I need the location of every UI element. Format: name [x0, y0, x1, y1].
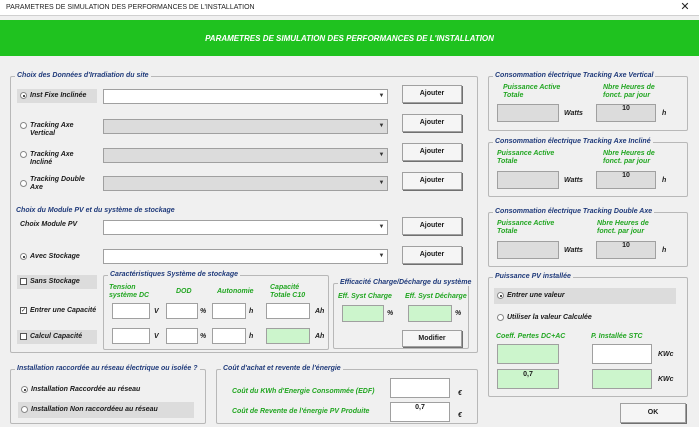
power-input-double[interactable]: [497, 241, 559, 259]
hours-input-incline[interactable]: 10: [596, 171, 656, 189]
buy-cost-input[interactable]: [390, 378, 450, 398]
consumption-double-legend: Consommation électrique Tracking Double Axe: [495, 208, 653, 215]
pv-power-legend: Puissance PV installée: [495, 273, 571, 280]
charge-label: Eff. Syst Charge: [338, 293, 392, 300]
window-titlebar: [0, 0, 699, 16]
chevron-down-icon[interactable]: ▼: [378, 253, 385, 259]
inst-fixe-combo[interactable]: [103, 89, 388, 104]
capacite-input-1[interactable]: [266, 303, 310, 319]
consumption-vertical-legend: Consommation électrique Tracking Axe Vertical: [495, 72, 654, 79]
radio-grid-isolated[interactable]: [21, 406, 28, 413]
double-axe-combo[interactable]: [103, 176, 388, 191]
dod-input-2[interactable]: [166, 328, 198, 344]
checkbox-calc-capacity[interactable]: [20, 333, 27, 340]
radio-use-calc[interactable]: [497, 314, 504, 321]
power-label-double: Puissance Active Totale: [497, 220, 555, 235]
power-input-incline[interactable]: [497, 171, 559, 189]
add-axe-incline-button[interactable]: Ajouter: [402, 143, 462, 161]
coef-label: Coeff. Pertes DC+AC: [496, 333, 566, 340]
installed-input-1[interactable]: [592, 344, 652, 364]
chevron-down-icon[interactable]: ▼: [378, 180, 385, 186]
hours-label-vertical: Nbre Heures de fonct. par jour: [603, 84, 655, 99]
add-module-button[interactable]: Ajouter: [402, 217, 462, 235]
radio-with-storage[interactable]: [20, 253, 27, 260]
axe-vertical-combo[interactable]: [103, 119, 388, 134]
chevron-down-icon[interactable]: ▼: [378, 123, 385, 129]
module-choice-label: Choix Module PV: [20, 221, 78, 228]
add-storage-button[interactable]: Ajouter: [402, 246, 462, 264]
chevron-down-icon[interactable]: ▼: [378, 93, 385, 99]
option-calc-capacity[interactable]: Calcul Capacité: [17, 330, 97, 344]
modify-button[interactable]: Modifier: [402, 330, 462, 347]
checkbox-without-storage[interactable]: [20, 278, 27, 285]
radio-axe-incline[interactable]: [20, 151, 27, 158]
module-legend: Choix du Module PV et du système de stockage: [16, 207, 175, 214]
radio-inst-fixe[interactable]: [20, 92, 27, 99]
power-label-incline: Puissance Active Totale: [497, 150, 555, 165]
option-axe-incline[interactable]: Tracking Axe Incliné: [17, 148, 97, 162]
autonomie-label: Autonomie: [217, 288, 254, 295]
hours-input-vertical[interactable]: 10: [596, 104, 656, 122]
checkbox-enter-capacity[interactable]: ✓: [21, 308, 27, 314]
hours-input-double[interactable]: 10: [596, 241, 656, 259]
option-grid-connected[interactable]: Installation Raccordée au réseau: [18, 383, 194, 397]
power-input-vertical[interactable]: [497, 104, 559, 122]
autonomie-input-1[interactable]: [212, 303, 246, 319]
option-grid-isolated[interactable]: Installation Non raccordéeu au réseau: [18, 402, 194, 418]
add-axe-vertical-button[interactable]: Ajouter: [402, 114, 462, 132]
radio-axe-vertical[interactable]: [20, 122, 27, 129]
axe-incline-combo[interactable]: [103, 148, 388, 163]
hours-label-incline: Nbre Heures de fonct. par jour: [603, 150, 655, 165]
radio-double-axe[interactable]: [20, 180, 27, 187]
radio-enter-value[interactable]: [497, 292, 504, 299]
capacite-label: Capacité Totale C10: [270, 284, 306, 299]
installed-label: P. Installée STC: [591, 333, 643, 340]
hours-label-double: Nbre Heures de fonct. par jour: [597, 220, 649, 235]
dod-input-1[interactable]: [166, 303, 198, 319]
option-enter-capacity[interactable]: ✓ Entrer une Capacité: [21, 307, 97, 314]
decharge-label: Eff. Syst Décharge: [405, 293, 467, 300]
header-banner: [0, 20, 699, 56]
charge-input[interactable]: [342, 305, 384, 322]
consumption-incline-legend: Consommation électrique Tracking Axe Incliné: [495, 138, 651, 145]
efficiency-legend: Efficacité Charge/Décharge du système: [340, 279, 472, 286]
sell-cost-input[interactable]: 0,7: [390, 402, 450, 422]
window-title: PARAMETRES DE SIMULATION DES PERFORMANCES DE L'INSTALLATION: [6, 4, 255, 11]
close-icon[interactable]: ✕: [680, 1, 690, 13]
decharge-input[interactable]: [408, 305, 452, 322]
add-double-axe-button[interactable]: Ajouter: [402, 172, 462, 190]
option-axe-vertical[interactable]: Tracking Axe Vertical: [17, 119, 97, 133]
irradiation-legend: Choix des Données d'Irradiation du site: [17, 72, 149, 79]
installed-input-2[interactable]: [592, 369, 652, 389]
chevron-down-icon[interactable]: ▼: [378, 224, 385, 230]
capacite-input-2[interactable]: [266, 328, 310, 344]
option-use-calc[interactable]: Utiliser la valeur Calculée: [494, 310, 676, 326]
dod-label: DOD: [176, 288, 192, 295]
banner-title: PARAMETRES DE SIMULATION DES PERFORMANCES DE L'INSTALLATION: [205, 34, 494, 43]
sell-cost-label: Coût de Revente de l'énergie PV Produite: [232, 408, 370, 415]
storage-legend: Caractéristiques Système de stockage: [110, 271, 239, 278]
tension-input-1[interactable]: [112, 303, 150, 319]
cost-legend: Coût d'achat et revente de l'énergie: [223, 365, 341, 372]
option-double-axe[interactable]: Tracking Double Axe: [17, 174, 97, 194]
grid-legend: Installation raccordée au réseau électrique ou isolée ?: [17, 365, 198, 372]
option-enter-value[interactable]: Entrer une valeur: [494, 288, 676, 304]
option-with-storage[interactable]: Avec Stockage: [17, 250, 97, 264]
autonomie-input-2[interactable]: [212, 328, 246, 344]
tension-input-2[interactable]: [112, 328, 150, 344]
module-combo[interactable]: [103, 220, 388, 235]
option-without-storage[interactable]: Sans Stockage: [17, 275, 97, 289]
buy-cost-label: Coût du KWh d'Energie Consommée (EDF): [232, 388, 375, 395]
power-label-vertical: Puissance Active Totale: [503, 84, 561, 99]
tension-label: Tension système DC: [109, 284, 150, 299]
add-inst-fixe-button[interactable]: Ajouter: [402, 85, 462, 103]
coef-input-1[interactable]: [497, 344, 559, 364]
radio-grid-connected[interactable]: [21, 386, 28, 393]
ok-button[interactable]: OK: [620, 403, 686, 423]
option-inst-fixe[interactable]: Inst Fixe Inclinée: [17, 89, 97, 103]
chevron-down-icon[interactable]: ▼: [378, 152, 385, 158]
coef-input-2[interactable]: 0,7: [497, 369, 559, 389]
storage-combo[interactable]: [103, 249, 388, 264]
